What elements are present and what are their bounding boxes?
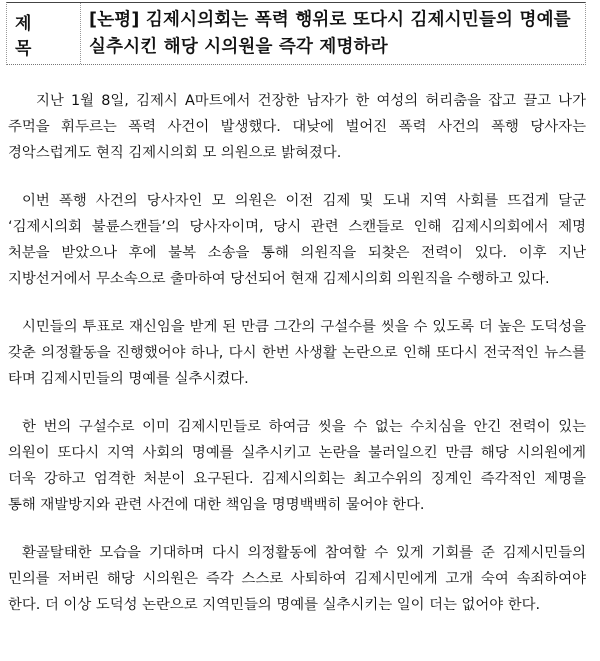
paragraph-5: 환골탈태한 모습을 기대하며 다시 의정활동에 참여할 수 있게 기회를 준 김제시민들의 민의를 저버린 해당 시의원은 즉각 스스로 사퇴하여 김제시민에게 고개 숙여 속죄하여야 한다. 더 이상 도덕성 논란으로 지역민들의 명예를 실추시키는 일이 더는 없어야 한다. <box>8 545 586 613</box>
document-body <box>8 88 586 640</box>
title-header <box>6 2 586 65</box>
paragraph-3: 시민들의 투표로 재신임을 받게 된 만큼 그간의 구설수를 씻을 수 있도록 더 높은 도덕성을 갖춘 의정활동을 진행했어야 하나, 다시 한번 사생활 논란으로 인해 또다시 전국적인 뉴스를 타며 김제시민들의 명예를 실추시켰다. <box>8 319 586 387</box>
paragraph-4: 한 번의 구설수로 이미 김제시민들로 하여금 씻을 수 없는 수치심을 안긴 전력이 있는 의원이 또다시 지역 사회의 명예를 실추시키고 논란을 불러일으킨 만큼 해당 시의원에게 더욱 강하고 엄격한 처분이 요구된다. 김제시의회는 최고수위의 징계인 즉각적인 제명을 통해 재발방지와 관련 사건에 대한 책임을 명명백백히 물어야 한다. <box>8 419 586 513</box>
paragraph-1: 지난 1월 8일, 김제시 A마트에서 건장한 남자가 한 여성의 허리춤을 잡고 끌고 나가 주먹을 휘두르는 폭력 사건이 발생했다. 대낮에 벌어진 폭력 사건의 폭행 당사자는 경악스럽게도 현직 김제시의회 모 의원으로 밝혀졌다. <box>8 93 586 161</box>
title-label: 제 목 <box>7 3 81 64</box>
paragraph-2: 이번 폭행 사건의 당사자인 모 의원은 이전 김제 및 도내 지역 사회를 뜨겁게 달군 ‘김제시의회 불륜스캔들’의 당사자이며, 당시 관련 스캔들로 인해 김제시의회에서 제명 처분을 받았으나 후에 불복 소송을 통해 의원직을 되찾은 전력이 있다. 이후 지난 지방선거에서 무소속으로 출마하여 당선되어 현재 김제시의회 의원직을 수행하고 있다. <box>8 193 586 287</box>
document-title: [논평] 김제시의회는 폭력 행위로 또다시 김제시민들의 명예를 실추시킨 해당 시의원을 즉각 제명하라 <box>89 10 571 57</box>
